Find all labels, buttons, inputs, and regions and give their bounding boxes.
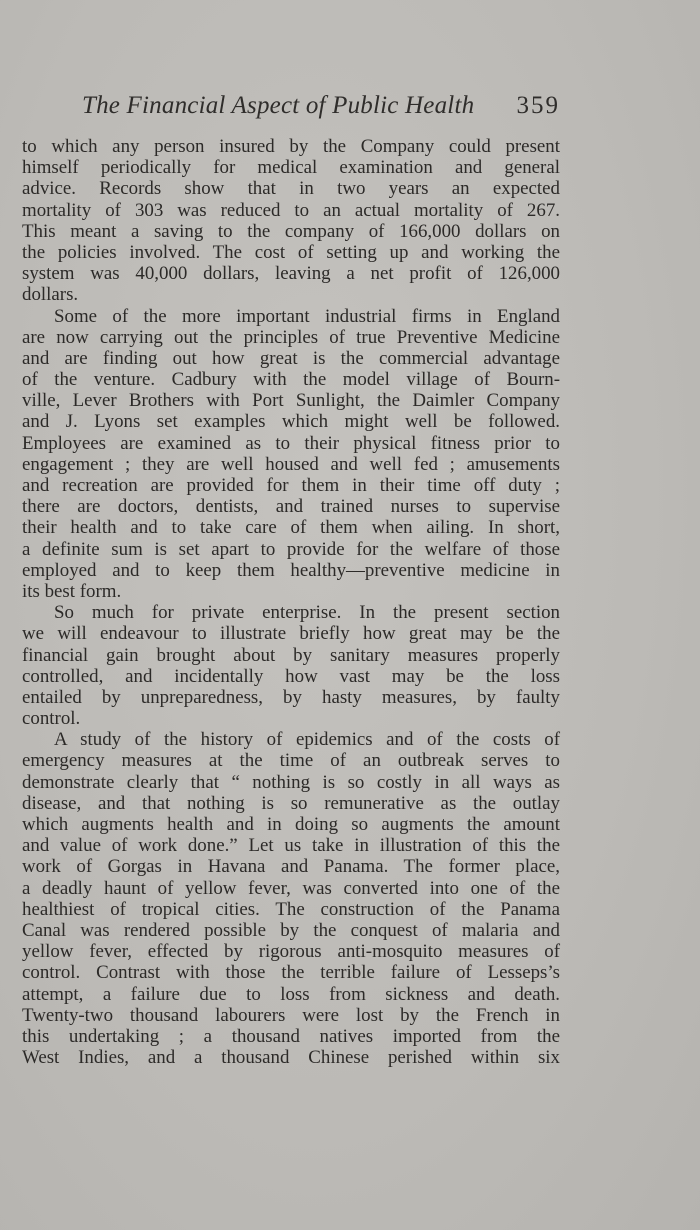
text-line: yellow fever, effected by rigorous anti-mosquito measures of — [22, 941, 560, 963]
text-line: ville, Lever Brothers with Port Sunlight, the Daimler Company — [22, 390, 560, 412]
text-line: system was 40,000 dollars, leaving a net profit of 126,000 — [22, 263, 560, 285]
body-text — [22, 136, 560, 1068]
text-line: work of Gorgas in Havana and Panama. The former place, — [22, 856, 560, 878]
text-line: its best form. — [22, 580, 122, 602]
text-line: and value of work done.” Let us take in illustration of this the — [22, 835, 560, 857]
text-line: a deadly haunt of yellow fever, was converted into one of the — [22, 877, 560, 899]
text-line: their health and to take care of them when ailing. In short, — [22, 517, 560, 539]
text-line: disease, and that nothing is so remunerative as the outlay — [22, 792, 560, 814]
text-line: himself periodically for medical examination and general — [22, 157, 560, 179]
text-line: Twenty-two thousand labourers were lost by the French in — [22, 1004, 560, 1026]
text-line: of the venture. Cadbury with the model village of Bourn- — [22, 369, 560, 391]
text-line: A study of the history of epidemics and of the costs of — [54, 729, 560, 751]
text-line: mortality of 303 was reduced to an actual mortality of 267. — [22, 199, 560, 221]
text-line: we will endeavour to illustrate briefly how great may be the — [22, 623, 560, 645]
text-line: are now carrying out the principles of true Preventive Medicine — [22, 326, 560, 348]
text-line: which augments health and in doing so augments the amount — [22, 814, 560, 835]
text-line: engagement ; they are well housed and well fed ; amusements — [22, 453, 560, 475]
text-line: a definite sum is set apart to provide for the welfare of those — [22, 538, 560, 560]
text-line: control. — [22, 708, 81, 730]
text-line: dollars. — [22, 284, 79, 306]
text-line: and recreation are provided for them in their time off duty ; — [22, 475, 560, 496]
text-line: attempt, a failure due to loss from sickness and death. — [22, 983, 560, 1005]
text-line: and are finding out how great is the commercial advantage — [22, 347, 560, 369]
text-line: entailed by unpreparedness, by hasty measures, by faulty — [22, 686, 560, 708]
text-line: advice. Records show that in two years an expected — [22, 178, 560, 200]
text-line: financial gain brought about by sanitary measures properly — [22, 644, 560, 666]
text-line: West Indies, and a thousand Chinese perished within six — [22, 1047, 560, 1069]
text-line: this undertaking ; a thousand natives imported from the — [22, 1025, 560, 1047]
text-line: Canal was rendered possible by the conquest of malaria and — [22, 919, 560, 941]
text-line: Some of the more important industrial firms in England — [54, 305, 560, 327]
text-line: and J. Lyons set examples which might well be followed. — [22, 411, 560, 433]
text-line: demonstrate clearly that “ nothing is so costly in all ways as — [22, 771, 560, 793]
text-line: So much for private enterprise. In the present section — [54, 602, 560, 624]
text-line: employed and to keep them healthy—preventive medicine in — [22, 559, 560, 581]
text-line: control. Contrast with those the terrible failure of Lesseps’s — [22, 962, 560, 984]
text-line: This meant a saving to the company of 166,000 dollars on — [22, 220, 560, 242]
text-line: controlled, and incidentally how vast may be the loss — [22, 665, 560, 687]
running-head-title: The Financial Aspect of Public Health — [82, 92, 475, 119]
text-line: the policies involved. The cost of setting up and working the — [22, 241, 560, 263]
page-number: 359 — [516, 92, 560, 119]
running-head — [22, 92, 560, 128]
text-line: healthiest of tropical cities. The construction of the Panama — [22, 898, 560, 920]
text-line: there are doctors, dentists, and trained nurses to supervise — [22, 496, 560, 518]
text-line: to which any person insured by the Company could present — [22, 136, 560, 157]
text-line: Employees are examined as to their physical fitness prior to — [22, 432, 560, 454]
text-line: emergency measures at the time of an outbreak serves to — [22, 750, 560, 772]
